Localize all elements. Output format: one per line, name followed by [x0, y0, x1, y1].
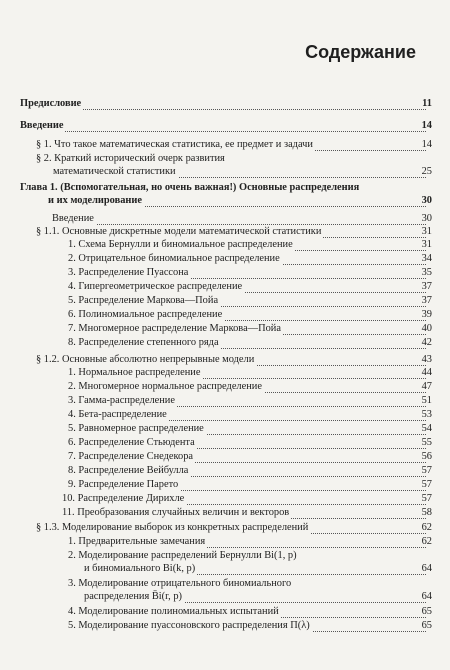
toc-entry-page: 37: [421, 295, 432, 306]
toc-entry-page: 34: [421, 253, 432, 264]
toc-entry: [0, 479, 450, 492]
toc-entry: [0, 451, 450, 464]
toc-entry-title: 3. Гамма-распределение: [68, 395, 175, 406]
toc-entry-title: 1. Схема Бернулли и биномиальное распределение: [68, 239, 293, 250]
toc-entry: [0, 139, 450, 152]
toc-entry-title: 5. Распределение Маркова—Пойа: [68, 295, 219, 306]
toc-entry-title: 7. Распределение Снедекора: [68, 451, 194, 462]
toc-entry: [0, 267, 450, 280]
toc-entry-title: 5. Моделирование пуассоновского распределения Π(λ): [68, 620, 310, 631]
toc-entry: [0, 606, 450, 619]
toc-entry: [0, 295, 450, 308]
toc-entry-title: математической статистики: [53, 166, 176, 177]
toc-entry-page: 57: [421, 493, 432, 504]
toc-entry: [0, 550, 450, 576]
toc-entry: [0, 281, 450, 294]
toc-entry-page: 43: [421, 354, 432, 365]
page-title: Содержание: [305, 42, 416, 62]
toc-entry-title: 7. Многомерное распределение Маркова—Пойа: [68, 323, 281, 334]
toc-entry-page: 58: [421, 507, 432, 518]
dot-leader: [20, 120, 426, 132]
toc-entry: [0, 423, 450, 436]
toc-entry: [0, 437, 450, 450]
toc-entry-title: 4. Бета-распределение: [68, 409, 167, 420]
toc-entry-title: распределения B̄i(r, p): [84, 591, 183, 602]
toc-entry-page: 53: [421, 409, 432, 420]
toc-entry-title: 4. Гипергеометрическое распределение: [68, 281, 243, 292]
toc-entry: [0, 120, 450, 133]
toc-entry-title: § 2. Краткий исторический очерк развития: [36, 153, 225, 164]
toc-entry-title: и их моделирование: [48, 195, 142, 206]
toc-entry: [0, 493, 450, 506]
toc-entry-title: § 1.2. Основные абсолютно непрерывные модели: [36, 354, 255, 365]
toc-entry: [0, 381, 450, 394]
toc-entry-page: 54: [421, 423, 432, 434]
toc-entry-title: 11. Преобразования случайных величин и векторов: [62, 507, 290, 518]
toc-entry-title: 4. Моделирование полиномиальных испытаний: [68, 606, 279, 617]
toc-entry: [0, 465, 450, 478]
toc-entry-page: 57: [421, 479, 432, 490]
toc-entry: [0, 239, 450, 252]
toc-entry-page: 47: [421, 381, 432, 392]
toc-entry-title: 9. Распределение Парето: [68, 479, 179, 490]
toc-entry-page: 31: [421, 226, 432, 237]
toc-entry-page: 56: [421, 451, 432, 462]
toc-entry-title: 2. Моделирование распределений Бернулли Bi(1, p): [68, 550, 297, 561]
toc-entry-page: 11: [422, 98, 432, 109]
toc-entry-title: § 1. Что такое математическая статистика, ее предмет и задачи: [36, 139, 313, 150]
toc-entry: [0, 309, 450, 322]
toc-entry-title: 6. Распределение Стьюдента: [68, 437, 195, 448]
toc-entry-title: 8. Распределение степенного ряда: [68, 337, 219, 348]
toc-entry: [0, 578, 450, 604]
toc-entry-title: 3. Моделирование отрицательного биномиального: [68, 578, 292, 589]
toc-entry-page: 14: [421, 139, 432, 150]
toc-entry-page: 31: [421, 239, 432, 250]
toc-entry-page: 62: [421, 536, 432, 547]
toc-entry: [0, 213, 450, 226]
toc-entry-title: 2. Многомерное нормальное распределение: [68, 381, 262, 392]
toc-entry: [0, 354, 450, 367]
toc-entry: [0, 536, 450, 549]
toc-entry-page: 55: [421, 437, 432, 448]
toc-entry-title: 5. Равномерное распределение: [68, 423, 204, 434]
toc-entry: [0, 182, 450, 208]
dot-leader: [52, 213, 426, 225]
toc-entry: [0, 226, 450, 239]
toc-entry-page: 35: [421, 267, 432, 278]
toc-entry-title: Предисловие: [20, 98, 82, 109]
toc-entry-title: Глава 1. (Вспомогательная, но очень важная!) Основные распределения: [20, 182, 360, 193]
toc-entry-page: 30: [421, 213, 432, 224]
toc-entry-page: 40: [421, 323, 432, 334]
toc-entry-page: 14: [421, 120, 432, 131]
toc-entry-title: 1. Нормальное распределение: [68, 367, 201, 378]
toc-entry-title: 3. Распределение Пуассона: [68, 267, 189, 278]
toc-entry-page: 44: [421, 367, 432, 378]
toc-entry-page: 65: [421, 620, 432, 631]
toc-entry: [0, 337, 450, 350]
toc-entry-page: 42: [421, 337, 432, 348]
toc-entry: [0, 253, 450, 266]
toc-entry: [0, 395, 450, 408]
toc-entry-title: 8. Распределение Вейбулла: [68, 465, 189, 476]
toc-entry-page: 57: [421, 465, 432, 476]
toc-entry-page: 64: [421, 563, 432, 574]
toc-entry-page: 51: [421, 395, 432, 406]
toc-entry-page: 25: [421, 166, 432, 177]
toc-entry: [0, 507, 450, 520]
toc-entry: [0, 409, 450, 422]
toc-entry-title: и биномиального Bi(k, p): [84, 563, 196, 574]
toc-entry-title: Введение: [52, 213, 94, 224]
toc-entry-title: § 1.3. Моделирование выборок из конкретных распределений: [36, 522, 309, 533]
toc-entry: [0, 620, 450, 633]
toc-entry-page: 37: [421, 281, 432, 292]
toc-entry-page: 64: [421, 591, 432, 602]
toc-entry-title: 2. Отрицательное биномиальное распределение: [68, 253, 280, 264]
toc-entry-page: 39: [421, 309, 432, 320]
toc-entry: [0, 367, 450, 380]
toc-entry: [0, 153, 450, 179]
toc-entry: [0, 323, 450, 336]
toc-entry-title: Введение: [20, 120, 64, 131]
toc-entry-title: 10. Распределение Дирихле: [62, 493, 185, 504]
toc-entry-page: 65: [421, 606, 432, 617]
toc-entry-page: 62: [421, 522, 432, 533]
toc-entry: [0, 98, 450, 111]
toc-entry-title: 1. Предварительные замечания: [68, 536, 206, 547]
toc-entry-title: § 1.1. Основные дискретные модели математической статистики: [36, 226, 322, 237]
toc-entry: [0, 522, 450, 535]
toc-entry-page: 30: [421, 195, 432, 206]
toc-entry-title: 6. Полиномиальное распределение: [68, 309, 223, 320]
